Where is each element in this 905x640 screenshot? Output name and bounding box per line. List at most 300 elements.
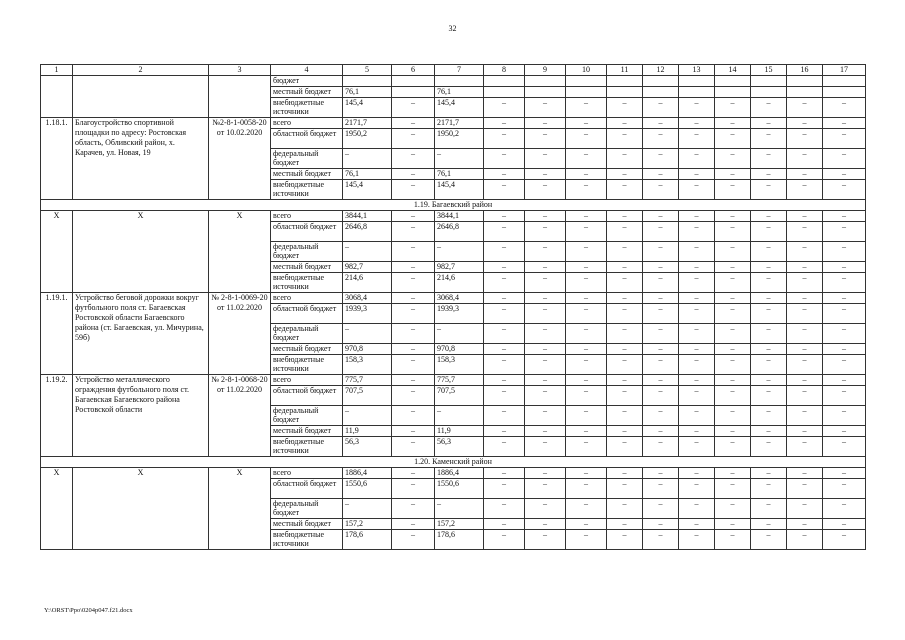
value-col-13 — [679, 87, 715, 98]
budget-source-label: бюджет — [271, 76, 343, 87]
value-col-16: – — [787, 324, 823, 344]
value-col-12: – — [643, 211, 679, 222]
budget-source-label: местный бюджет — [271, 426, 343, 437]
footer-file-path: Y:\ORST\Ppo\0204p047.f21.docx — [44, 607, 133, 614]
value-col-13: – — [679, 304, 715, 324]
value-col-9: – — [525, 242, 566, 262]
value-col-5: 145,4 — [343, 180, 392, 200]
value-col-17: – — [823, 468, 866, 479]
value-col-17: – — [823, 386, 866, 406]
value-col-15: – — [751, 375, 787, 386]
budget-source-label: внебюджетные источники — [271, 273, 343, 293]
value-col-5: – — [343, 406, 392, 426]
value-col-16 — [787, 76, 823, 87]
value-col-10: – — [566, 406, 607, 426]
value-col-6: – — [392, 344, 435, 355]
table-row — [41, 468, 866, 479]
value-col-6 — [392, 87, 435, 98]
value-col-14: – — [715, 530, 751, 550]
value-col-14: – — [715, 211, 751, 222]
value-col-16: – — [787, 426, 823, 437]
value-col-13: – — [679, 118, 715, 129]
value-col-10: – — [566, 118, 607, 129]
value-col-10 — [566, 76, 607, 87]
value-col-5: 775,7 — [343, 375, 392, 386]
value-col-9: – — [525, 262, 566, 273]
value-col-17: – — [823, 242, 866, 262]
table-row — [41, 375, 866, 386]
column-header-12: 12 — [643, 65, 679, 76]
value-col-10 — [566, 87, 607, 98]
value-col-5: 2171,7 — [343, 118, 392, 129]
value-col-8: – — [484, 98, 525, 118]
value-col-17: – — [823, 293, 866, 304]
value-col-10: – — [566, 304, 607, 324]
value-col-8: – — [484, 355, 525, 375]
value-col-17: – — [823, 406, 866, 426]
value-col-11: – — [607, 242, 643, 262]
value-col-13: – — [679, 406, 715, 426]
budget-source-label: всего — [271, 468, 343, 479]
value-col-8: – — [484, 499, 525, 519]
value-col-7: – — [435, 406, 484, 426]
value-col-9: – — [525, 426, 566, 437]
value-col-12: – — [643, 180, 679, 200]
value-col-6: – — [392, 118, 435, 129]
value-col-12 — [643, 87, 679, 98]
value-col-15: – — [751, 118, 787, 129]
value-col-5: 11,9 — [343, 426, 392, 437]
value-col-10: – — [566, 262, 607, 273]
value-col-16: – — [787, 304, 823, 324]
value-col-6: – — [392, 169, 435, 180]
value-col-9: – — [525, 180, 566, 200]
value-col-8: – — [484, 169, 525, 180]
value-col-7: 775,7 — [435, 375, 484, 386]
value-col-17: – — [823, 426, 866, 437]
value-col-15: – — [751, 262, 787, 273]
value-col-8: – — [484, 386, 525, 406]
value-col-7: 1550,6 — [435, 479, 484, 499]
value-col-6: – — [392, 355, 435, 375]
table-body — [41, 76, 866, 550]
value-col-17: – — [823, 211, 866, 222]
value-col-6: – — [392, 149, 435, 169]
value-col-12: – — [643, 344, 679, 355]
value-col-7: 76,1 — [435, 87, 484, 98]
value-col-10: – — [566, 386, 607, 406]
budget-source-label: федеральный бюджет — [271, 149, 343, 169]
value-col-6: – — [392, 437, 435, 457]
value-col-5: 76,1 — [343, 169, 392, 180]
budget-source-label: федеральный бюджет — [271, 499, 343, 519]
value-col-7: – — [435, 149, 484, 169]
table-row — [41, 293, 866, 304]
value-col-13: – — [679, 262, 715, 273]
value-col-17: – — [823, 437, 866, 457]
item-code: Х — [209, 468, 271, 550]
value-col-9: – — [525, 468, 566, 479]
value-col-8: – — [484, 519, 525, 530]
value-col-5: 982,7 — [343, 262, 392, 273]
value-col-16: – — [787, 211, 823, 222]
value-col-12: – — [643, 242, 679, 262]
budget-source-label: всего — [271, 375, 343, 386]
value-col-6: – — [392, 426, 435, 437]
value-col-9: – — [525, 129, 566, 149]
value-col-14: – — [715, 479, 751, 499]
value-col-16: – — [787, 118, 823, 129]
value-col-15 — [751, 87, 787, 98]
item-number: Х — [41, 211, 73, 293]
value-col-14: – — [715, 386, 751, 406]
value-col-5: – — [343, 324, 392, 344]
value-col-6: – — [392, 479, 435, 499]
item-name: Устройство беговой дорожки вокруг футбольного поля ст. Багаевская Ростовской области Багаевского района (ст. Багаевская, ул. Мичурина, 59б) — [73, 293, 209, 375]
value-col-13: – — [679, 355, 715, 375]
table-row — [41, 76, 866, 87]
value-col-10: – — [566, 530, 607, 550]
value-col-7: 970,8 — [435, 344, 484, 355]
value-col-9: – — [525, 293, 566, 304]
value-col-17: – — [823, 118, 866, 129]
value-col-7: 158,3 — [435, 355, 484, 375]
value-col-9: – — [525, 211, 566, 222]
value-col-5: 157,2 — [343, 519, 392, 530]
value-col-14: – — [715, 406, 751, 426]
value-col-15: – — [751, 222, 787, 242]
value-col-10: – — [566, 242, 607, 262]
value-col-11: – — [607, 304, 643, 324]
value-col-10: – — [566, 426, 607, 437]
value-col-9 — [525, 76, 566, 87]
value-col-14: – — [715, 222, 751, 242]
value-col-7: – — [435, 324, 484, 344]
value-col-9: – — [525, 530, 566, 550]
value-col-7: 982,7 — [435, 262, 484, 273]
value-col-15: – — [751, 211, 787, 222]
value-col-17: – — [823, 530, 866, 550]
value-col-6: – — [392, 499, 435, 519]
column-header-5: 5 — [343, 65, 392, 76]
value-col-7: – — [435, 499, 484, 519]
value-col-9: – — [525, 406, 566, 426]
value-col-14: – — [715, 344, 751, 355]
table-row — [41, 118, 866, 129]
value-col-8 — [484, 87, 525, 98]
value-col-5: – — [343, 242, 392, 262]
value-col-6: – — [392, 304, 435, 324]
column-header-7: 7 — [435, 65, 484, 76]
column-header-4: 4 — [271, 65, 343, 76]
value-col-13: – — [679, 479, 715, 499]
item-code: № 2-8-1-0068-20 от 11.02.2020 — [209, 375, 271, 457]
value-col-8: – — [484, 375, 525, 386]
column-header-14: 14 — [715, 65, 751, 76]
value-col-6: – — [392, 293, 435, 304]
value-col-14: – — [715, 118, 751, 129]
value-col-10: – — [566, 273, 607, 293]
value-col-15: – — [751, 169, 787, 180]
value-col-16: – — [787, 149, 823, 169]
budget-source-label: всего — [271, 118, 343, 129]
value-col-13: – — [679, 242, 715, 262]
value-col-17: – — [823, 519, 866, 530]
column-header-8: 8 — [484, 65, 525, 76]
value-col-8: – — [484, 293, 525, 304]
value-col-14: – — [715, 98, 751, 118]
value-col-8: – — [484, 304, 525, 324]
item-number: Х — [41, 468, 73, 550]
value-col-16: – — [787, 386, 823, 406]
value-col-16: – — [787, 468, 823, 479]
value-col-11 — [607, 76, 643, 87]
value-col-14: – — [715, 129, 751, 149]
value-col-11: – — [607, 222, 643, 242]
item-name — [73, 76, 209, 118]
value-col-7: 1886,4 — [435, 468, 484, 479]
value-col-16: – — [787, 344, 823, 355]
budget-source-label: федеральный бюджет — [271, 324, 343, 344]
budget-source-label: местный бюджет — [271, 262, 343, 273]
value-col-8: – — [484, 211, 525, 222]
value-col-7: 3068,4 — [435, 293, 484, 304]
page-number: 32 — [448, 24, 457, 33]
column-header-1: 1 — [41, 65, 73, 76]
budget-source-label: областной бюджет — [271, 386, 343, 406]
value-col-12: – — [643, 519, 679, 530]
value-col-15: – — [751, 426, 787, 437]
value-col-7: 2646,8 — [435, 222, 484, 242]
value-col-5: 1550,6 — [343, 479, 392, 499]
item-name: Устройство металлического ограждения футбольного поля ст. Багаевская Багаевского района Ростовской области — [73, 375, 209, 457]
value-col-15: – — [751, 406, 787, 426]
value-col-5: – — [343, 499, 392, 519]
value-col-17: – — [823, 262, 866, 273]
value-col-15: – — [751, 344, 787, 355]
value-col-6: – — [392, 262, 435, 273]
value-col-11: – — [607, 344, 643, 355]
value-col-11: – — [607, 386, 643, 406]
value-col-12: – — [643, 406, 679, 426]
value-col-13: – — [679, 169, 715, 180]
value-col-7: 3844,1 — [435, 211, 484, 222]
item-code: Х — [209, 211, 271, 293]
value-col-6: – — [392, 324, 435, 344]
value-col-10: – — [566, 479, 607, 499]
value-col-8: – — [484, 530, 525, 550]
budget-source-label: внебюджетные источники — [271, 98, 343, 118]
value-col-5: – — [343, 149, 392, 169]
value-col-14: – — [715, 149, 751, 169]
value-col-10: – — [566, 499, 607, 519]
value-col-13: – — [679, 98, 715, 118]
value-col-13: – — [679, 129, 715, 149]
item-number — [41, 76, 73, 118]
value-col-7: – — [435, 242, 484, 262]
value-col-8: – — [484, 437, 525, 457]
value-col-9: – — [525, 344, 566, 355]
value-col-15: – — [751, 519, 787, 530]
value-col-16: – — [787, 180, 823, 200]
budget-source-label: местный бюджет — [271, 344, 343, 355]
value-col-17: – — [823, 324, 866, 344]
value-col-15: – — [751, 386, 787, 406]
value-col-16: – — [787, 169, 823, 180]
value-col-17: – — [823, 499, 866, 519]
value-col-5: 2646,8 — [343, 222, 392, 242]
value-col-11: – — [607, 149, 643, 169]
value-col-16: – — [787, 479, 823, 499]
value-col-12 — [643, 76, 679, 87]
value-col-16: – — [787, 129, 823, 149]
value-col-5: 3068,4 — [343, 293, 392, 304]
table-row — [41, 211, 866, 222]
value-col-13: – — [679, 273, 715, 293]
value-col-15: – — [751, 293, 787, 304]
value-col-7: 145,4 — [435, 98, 484, 118]
value-col-9: – — [525, 437, 566, 457]
value-col-12: – — [643, 530, 679, 550]
value-col-13: – — [679, 149, 715, 169]
value-col-8: – — [484, 262, 525, 273]
budget-source-label: областной бюджет — [271, 129, 343, 149]
value-col-5: 1939,3 — [343, 304, 392, 324]
value-col-13: – — [679, 222, 715, 242]
value-col-17: – — [823, 375, 866, 386]
value-col-9 — [525, 87, 566, 98]
value-col-12: – — [643, 222, 679, 242]
budget-source-label: федеральный бюджет — [271, 242, 343, 262]
value-col-17: – — [823, 149, 866, 169]
budget-source-label: внебюджетные источники — [271, 355, 343, 375]
value-col-15: – — [751, 499, 787, 519]
budget-source-label: областной бюджет — [271, 479, 343, 499]
budget-source-label: местный бюджет — [271, 169, 343, 180]
value-col-12: – — [643, 293, 679, 304]
value-col-11: – — [607, 273, 643, 293]
budget-source-label: областной бюджет — [271, 222, 343, 242]
value-col-15: – — [751, 530, 787, 550]
value-col-15: – — [751, 149, 787, 169]
column-header-3: 3 — [209, 65, 271, 76]
value-col-12: – — [643, 129, 679, 149]
value-col-10: – — [566, 344, 607, 355]
value-col-10: – — [566, 519, 607, 530]
value-col-10: – — [566, 355, 607, 375]
value-col-5 — [343, 76, 392, 87]
value-col-14: – — [715, 242, 751, 262]
value-col-17: – — [823, 355, 866, 375]
value-col-10: – — [566, 211, 607, 222]
budget-source-label: областной бюджет — [271, 304, 343, 324]
value-col-12: – — [643, 118, 679, 129]
value-col-8: – — [484, 242, 525, 262]
value-col-11: – — [607, 293, 643, 304]
value-col-6: – — [392, 98, 435, 118]
value-col-11: – — [607, 519, 643, 530]
value-col-5: 214,6 — [343, 273, 392, 293]
value-col-7: 56,3 — [435, 437, 484, 457]
budget-source-label: федеральный бюджет — [271, 406, 343, 426]
value-col-11: – — [607, 406, 643, 426]
value-col-16: – — [787, 98, 823, 118]
value-col-12: – — [643, 304, 679, 324]
column-header-10: 10 — [566, 65, 607, 76]
column-header-17: 17 — [823, 65, 866, 76]
value-col-17: – — [823, 180, 866, 200]
value-col-15: – — [751, 129, 787, 149]
value-col-10: – — [566, 324, 607, 344]
value-col-7: 157,2 — [435, 519, 484, 530]
value-col-13: – — [679, 324, 715, 344]
value-col-11: – — [607, 530, 643, 550]
value-col-11: – — [607, 180, 643, 200]
value-col-12: – — [643, 98, 679, 118]
value-col-9: – — [525, 324, 566, 344]
table-header-row — [41, 65, 866, 76]
value-col-12: – — [643, 437, 679, 457]
column-header-16: 16 — [787, 65, 823, 76]
value-col-9: – — [525, 499, 566, 519]
value-col-7: 707,5 — [435, 386, 484, 406]
value-col-11: – — [607, 479, 643, 499]
value-col-10: – — [566, 149, 607, 169]
value-col-15: – — [751, 355, 787, 375]
value-col-15: – — [751, 437, 787, 457]
value-col-8 — [484, 76, 525, 87]
value-col-15: – — [751, 468, 787, 479]
value-col-7: 145,4 — [435, 180, 484, 200]
value-col-11: – — [607, 262, 643, 273]
value-col-10: – — [566, 437, 607, 457]
value-col-13: – — [679, 437, 715, 457]
budget-source-label: всего — [271, 293, 343, 304]
value-col-15 — [751, 76, 787, 87]
value-col-17: – — [823, 273, 866, 293]
value-col-10: – — [566, 180, 607, 200]
value-col-6: – — [392, 519, 435, 530]
value-col-10: – — [566, 468, 607, 479]
budget-source-label: всего — [271, 211, 343, 222]
value-col-16: – — [787, 273, 823, 293]
value-col-15: – — [751, 98, 787, 118]
value-col-5: 56,3 — [343, 437, 392, 457]
value-col-12: – — [643, 499, 679, 519]
value-col-14: – — [715, 437, 751, 457]
value-col-11: – — [607, 499, 643, 519]
budget-source-label: местный бюджет — [271, 519, 343, 530]
value-col-11: – — [607, 169, 643, 180]
value-col-11: – — [607, 118, 643, 129]
value-col-9: – — [525, 169, 566, 180]
value-col-12: – — [643, 355, 679, 375]
value-col-8: – — [484, 426, 525, 437]
value-col-13: – — [679, 426, 715, 437]
value-col-16: – — [787, 519, 823, 530]
value-col-13: – — [679, 180, 715, 200]
value-col-13: – — [679, 519, 715, 530]
value-col-13: – — [679, 530, 715, 550]
value-col-10: – — [566, 293, 607, 304]
value-col-7 — [435, 76, 484, 87]
value-col-8: – — [484, 344, 525, 355]
value-col-8: – — [484, 129, 525, 149]
value-col-14: – — [715, 426, 751, 437]
value-col-6: – — [392, 222, 435, 242]
value-col-10: – — [566, 169, 607, 180]
value-col-13: – — [679, 468, 715, 479]
